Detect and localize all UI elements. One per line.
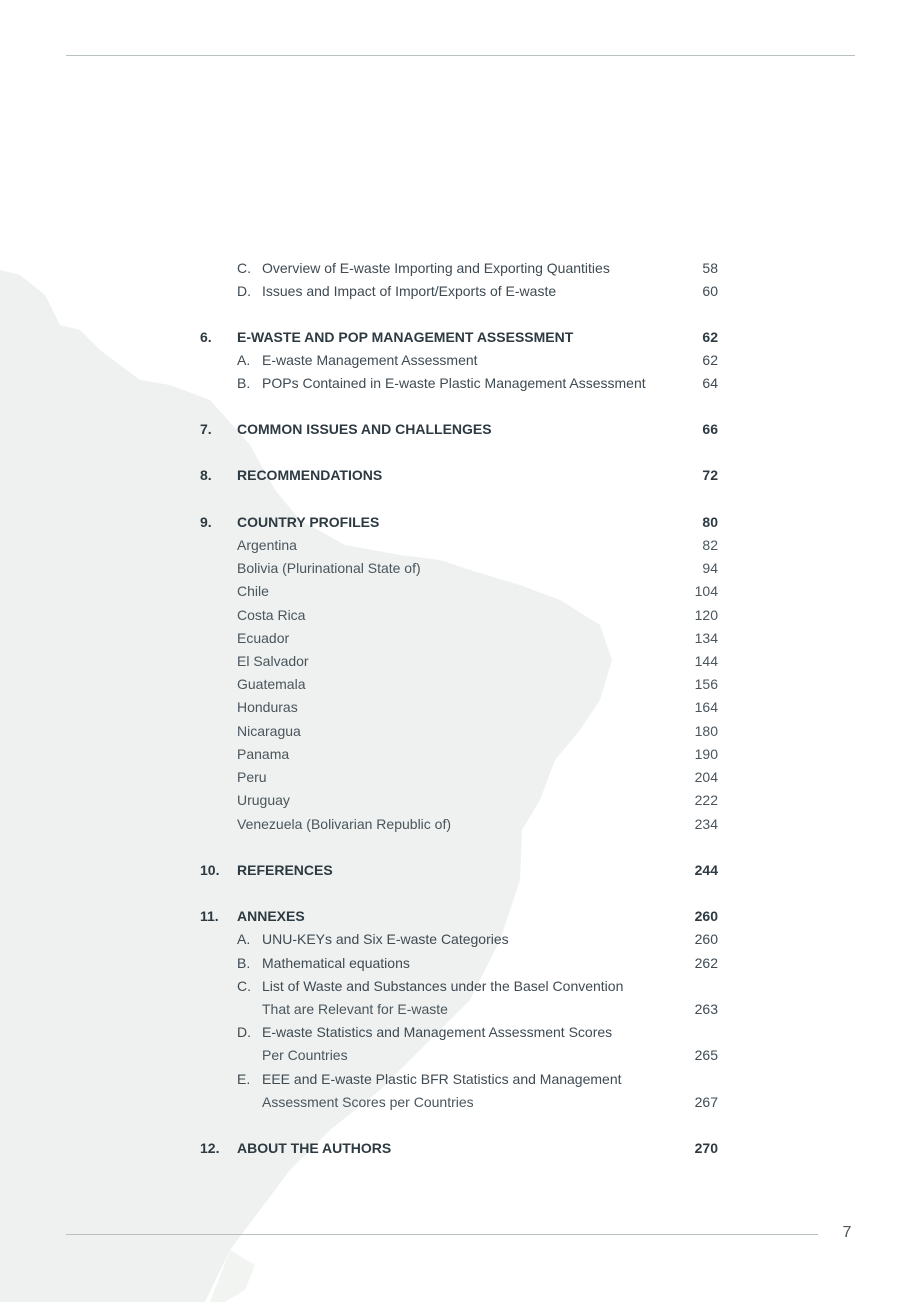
- country-page: 134: [694, 630, 718, 646]
- toc-country-ecuador[interactable]: [200, 627, 718, 649]
- country-page: 204: [694, 769, 718, 785]
- entry-letter: D.: [237, 1024, 251, 1040]
- section-page: 66: [702, 421, 718, 437]
- section-title: RECOMMENDATIONS: [237, 467, 383, 483]
- section-number: 7.: [200, 421, 212, 437]
- entry-title: Mathematical equations: [262, 955, 410, 971]
- entry-page: 62: [702, 352, 718, 368]
- section-title: COUNTRY PROFILES: [237, 514, 380, 530]
- toc-country-honduras[interactable]: [200, 696, 718, 718]
- country-page: 234: [694, 816, 718, 832]
- section-title: ABOUT THE AUTHORS: [237, 1140, 392, 1156]
- toc-country-uruguay[interactable]: [200, 789, 718, 811]
- entry-letter: B.: [237, 375, 251, 391]
- toc-entry-c-import-export-quantities[interactable]: [200, 257, 718, 279]
- section-page: 270: [694, 1140, 718, 1156]
- country-title: Venezuela (Bolivarian Republic of): [237, 816, 452, 832]
- toc-entry-11d-page-row: [200, 1044, 718, 1066]
- section-page: 62: [702, 329, 718, 345]
- toc-entry-d-import-export-issues[interactable]: [200, 280, 718, 302]
- country-page: 104: [694, 583, 718, 599]
- country-title: Bolivia (Plurinational State of): [237, 560, 421, 576]
- toc-section-11[interactable]: [200, 905, 718, 927]
- toc-country-panama[interactable]: [200, 743, 718, 765]
- country-page: 82: [702, 537, 718, 553]
- country-page: 94: [702, 560, 718, 576]
- country-page: 164: [694, 699, 718, 715]
- toc-country-nicaragua[interactable]: [200, 720, 718, 742]
- section-title: COMMON ISSUES AND CHALLENGES: [237, 421, 492, 437]
- country-title: Guatemala: [237, 676, 306, 692]
- entry-page: 58: [702, 260, 718, 276]
- country-page: 222: [694, 792, 718, 808]
- section-page: 244: [694, 862, 718, 878]
- toc-section-10[interactable]: [200, 859, 718, 881]
- toc-entry-11c-continuation: That are Relevant for E-waste: [262, 1001, 448, 1017]
- toc-entry-11d-continuation: Per Countries: [262, 1047, 348, 1063]
- bottom-rule: [66, 1234, 818, 1235]
- country-title: Nicaragua: [237, 723, 301, 739]
- country-page: 180: [694, 723, 718, 739]
- entry-page: 60: [702, 283, 718, 299]
- toc-entry-11d[interactable]: [200, 1021, 718, 1043]
- section-number: 9.: [200, 514, 212, 530]
- country-title: Honduras: [237, 699, 298, 715]
- country-page: 156: [694, 676, 718, 692]
- country-page: 120: [694, 607, 718, 623]
- toc-entry-11e-page-row: [200, 1091, 718, 1113]
- entry-letter: C.: [237, 260, 251, 276]
- toc-entry-11c[interactable]: [200, 975, 718, 997]
- entry-page: 64: [702, 375, 718, 391]
- toc-section-12[interactable]: [200, 1137, 718, 1159]
- section-page: 260: [694, 908, 718, 924]
- page-number: 7: [842, 1224, 852, 1241]
- country-page: 144: [694, 653, 718, 669]
- section-page: 72: [702, 467, 718, 483]
- country-title: Uruguay: [237, 792, 290, 808]
- toc-section-9[interactable]: [200, 511, 718, 533]
- entry-page: 265: [694, 1047, 718, 1063]
- country-title: Peru: [237, 769, 267, 785]
- country-title: Chile: [237, 583, 269, 599]
- entry-title: UNU-KEYs and Six E-waste Categories: [262, 931, 509, 947]
- section-title: REFERENCES: [237, 862, 333, 878]
- toc-country-bolivia[interactable]: [200, 557, 718, 579]
- entry-letter: D.: [237, 283, 251, 299]
- entry-title: E-waste Management Assessment: [262, 352, 478, 368]
- country-title: Ecuador: [237, 630, 290, 646]
- toc-section-8[interactable]: [200, 464, 718, 486]
- country-title: Costa Rica: [237, 607, 306, 623]
- toc-entry-11c-page-row: [200, 998, 718, 1020]
- entry-letter: E.: [237, 1071, 251, 1087]
- entry-title: POPs Contained in E-waste Plastic Management Assessment: [262, 375, 646, 391]
- toc-country-guatemala[interactable]: [200, 673, 718, 695]
- entry-title: EEE and E-waste Plastic BFR Statistics and Management: [262, 1071, 622, 1087]
- section-title: ANNEXES: [237, 908, 305, 924]
- entry-page: 262: [694, 955, 718, 971]
- entry-page: 267: [694, 1094, 718, 1110]
- toc-entry-6b[interactable]: [200, 372, 718, 394]
- section-number: 8.: [200, 467, 212, 483]
- country-title: Panama: [237, 746, 290, 762]
- toc-country-chile[interactable]: [200, 580, 718, 602]
- country-page: 190: [694, 746, 718, 762]
- section-number: 12.: [200, 1140, 220, 1156]
- entry-title: List of Waste and Substances under the Basel Convention: [262, 978, 624, 994]
- entry-letter: B.: [237, 955, 251, 971]
- section-number: 10.: [200, 862, 220, 878]
- toc-country-venezuela[interactable]: [200, 813, 718, 835]
- entry-letter: C.: [237, 978, 251, 994]
- entry-letter: A.: [237, 352, 251, 368]
- toc-entry-11b[interactable]: [200, 952, 718, 974]
- entry-title: E-waste Statistics and Management Assessment Scores: [262, 1024, 613, 1040]
- country-title: Argentina: [237, 537, 297, 553]
- section-number: 6.: [200, 329, 212, 345]
- entry-page: 260: [694, 931, 718, 947]
- toc-country-peru[interactable]: [200, 766, 718, 788]
- entry-title: Overview of E-waste Importing and Exporting Quantities: [262, 260, 610, 276]
- country-title: El Salvador: [237, 653, 309, 669]
- toc-section-6[interactable]: [200, 326, 718, 348]
- toc-entry-11e[interactable]: [200, 1068, 718, 1090]
- toc-country-costa-rica[interactable]: [200, 604, 718, 626]
- section-page: 80: [702, 514, 718, 530]
- entry-page: 263: [694, 1001, 718, 1017]
- toc-entry-11e-continuation: Assessment Scores per Countries: [262, 1094, 474, 1110]
- toc-country-argentina[interactable]: [200, 534, 718, 556]
- section-title: E-WASTE AND POP MANAGEMENT ASSESSMENT: [237, 329, 574, 345]
- toc-country-el-salvador[interactable]: [200, 650, 718, 672]
- toc-section-7[interactable]: [200, 418, 718, 440]
- toc-entry-11a[interactable]: [200, 928, 718, 950]
- section-number: 11.: [200, 908, 219, 924]
- entry-title: Issues and Impact of Import/Exports of E-waste: [262, 283, 557, 299]
- toc-entry-6a[interactable]: [200, 349, 718, 371]
- entry-letter: A.: [237, 931, 251, 947]
